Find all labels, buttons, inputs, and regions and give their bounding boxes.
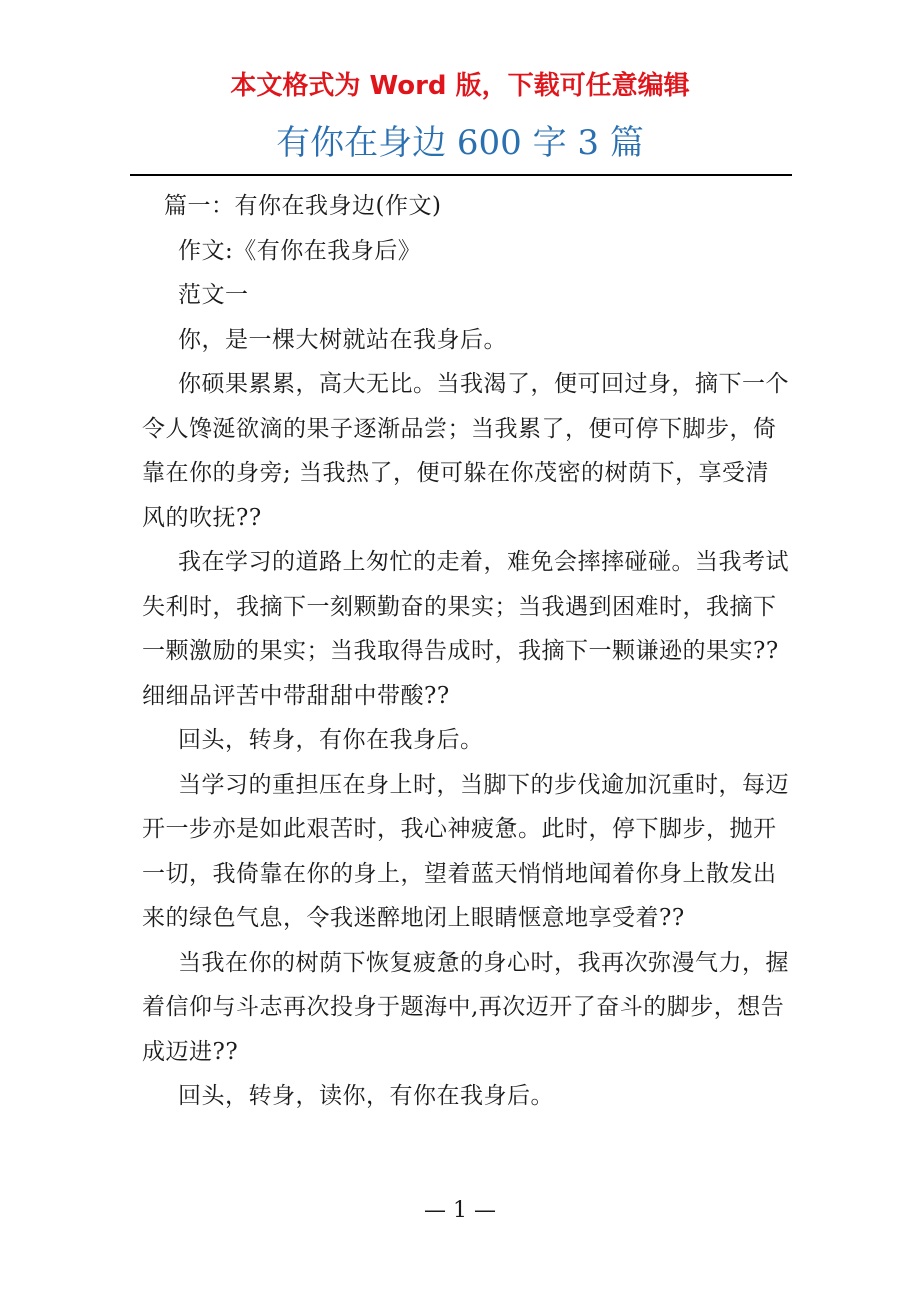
page-number: — 1 — [424,1198,496,1223]
paragraph: 回头，转身，读你，有你在我身后。 [178,1083,554,1109]
paragraph: 我在学习的道路上匆忙的走着，难免会摔摔碰碰。当我考试失利时，我摘下一刻颗勤奋的果实；当我遇到困难时，我摘下一颗激励的果实；当我取得告成时，我摘下一颗谦逊的果实??细细品评苦中带甜甜中带酸?? [142,549,789,709]
document-body [142,184,792,1119]
paragraph: 你，是一棵大树就站在我身后。 [178,326,507,353]
paragraph: 你硕果累累，高大无比。当我渴了，便可回过身，摘下一个令人馋涎欲滴的果子逐渐品尝；当我累了，便可停下脚步，倚靠在你的身旁; 当我热了，便可躲在你茂密的树荫下，享受清风的吹抚?? [142,371,789,531]
paragraph: 当学习的重担压在身上时，当脚下的步伐逾加沉重时，每迈开一步亦是如此艰苦时，我心神疲惫。此时，停下脚步，抛开一切，我倚靠在你的身上，望着蓝天悄悄地闻着你身上散发出来的绿色气息，令我迷醉地闭上眼睛惬意地享受着?? [142,771,789,931]
sample-label: 范文一 [178,282,249,308]
section-heading: 篇一：有你在我身边(作文) [164,193,442,219]
paragraph: 当我在你的树荫下恢复疲惫的身心时，我再次弥漫气力，握着信仰与斗志再次投身于题海中,再次迈开了奋斗的脚步，想告成迈进?? [142,949,789,1065]
paragraph: 回头，转身，有你在我身后。 [178,727,484,753]
download-banner: 本文格式为 Word 版，下载可任意编辑 [230,71,690,101]
essay-title-line: 作文:《有你在我身后》 [178,237,422,264]
document-title: 有你在身边 600 字 3 篇 [276,123,644,163]
title-divider [130,174,792,176]
